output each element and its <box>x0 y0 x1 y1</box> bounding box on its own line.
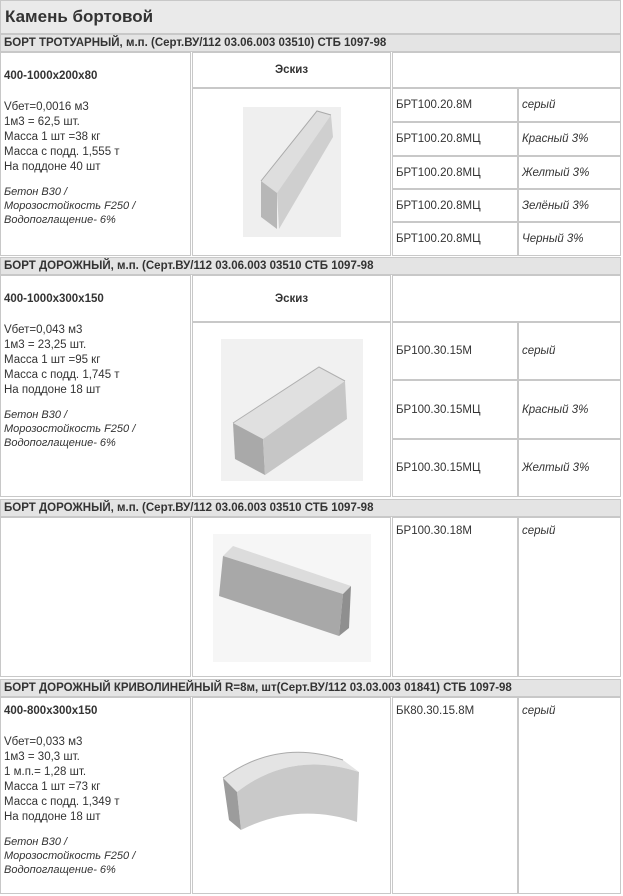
product-color: Красный 3% <box>518 380 621 439</box>
section-header: БОРТ ДОРОЖНЫЙ, м.п. (Серт.ВУ/112 03.06.003 03510 СТБ 1097-98 <box>0 499 621 517</box>
section-header: БОРТ ТРОТУАРНЫЙ, м.п. (Серт.ВУ/112 03.06.003 03510) СТБ 1097-98 <box>0 34 621 52</box>
product-code: БРТ100.20.8МЦ <box>392 156 518 189</box>
product-color: Желтый 3% <box>518 156 621 189</box>
empty-specs-cell <box>0 517 191 677</box>
product-image-cell <box>192 88 391 256</box>
spec-line: Масса 1 шт =73 кг <box>4 781 101 793</box>
product-code: БРТ100.20.8М <box>392 88 518 122</box>
product-code: БРТ100.20.8МЦ <box>392 122 518 156</box>
spec-line: Vбет=0,043 м3 <box>4 324 83 336</box>
spec-line: Vбет=0,033 м3 <box>4 736 83 748</box>
product-color: Черный 3% <box>518 222 621 256</box>
curb-sketch-image <box>193 89 390 255</box>
product-code: БР100.30.15МЦ <box>392 439 518 497</box>
property-line: Бетон В30 / <box>4 186 68 198</box>
property-line: Водопоглащение- 6% <box>4 214 116 226</box>
property-line: Водопоглащение- 6% <box>4 864 116 876</box>
curb-sketch-image <box>193 323 390 496</box>
empty-cell <box>392 275 621 322</box>
specs-cell <box>0 52 191 256</box>
sketch-label: Эскиз <box>192 52 391 88</box>
curved-curb-image <box>193 698 390 893</box>
specs-cell <box>0 697 191 894</box>
property-line: Бетон В30 / <box>4 836 68 848</box>
spec-line: 1м3 = 23,25 шт. <box>4 339 87 351</box>
properties <box>4 835 187 877</box>
properties <box>4 408 187 450</box>
section-header: БОРТ ДОРОЖНЫЙ КРИВОЛИНЕЙНЫЙ R=8м, шт(Серт.ВУ/112 03.03.003 01841) СТБ 1097-98 <box>0 679 621 697</box>
spec-line: Vбет=0,0016 м3 <box>4 101 89 113</box>
page-title: Камень бортовой <box>0 0 621 34</box>
product-color: серый <box>518 322 621 380</box>
specs-cell <box>0 275 191 497</box>
spec-line: На поддоне 18 шт <box>4 384 101 396</box>
dimensions: 400-1000х200х80 <box>4 70 98 82</box>
spec-line: Масса 1 шт =38 кг <box>4 131 101 143</box>
empty-cell <box>392 52 621 88</box>
spec-line: На поддоне 18 шт <box>4 811 101 823</box>
property-line: Водопоглащение- 6% <box>4 437 116 449</box>
product-color: серый <box>518 88 621 122</box>
spec-line: Масса с подд. 1,745 т <box>4 369 120 381</box>
spec-line: 1м3 = 30,3 шт. <box>4 751 80 763</box>
product-code: БР100.30.15М <box>392 322 518 380</box>
properties <box>4 185 187 227</box>
product-color: Желтый 3% <box>518 439 621 497</box>
product-color: Красный 3% <box>518 122 621 156</box>
spec-line: 1 м.п.= 1,28 шт. <box>4 766 87 778</box>
product-image-cell <box>192 517 391 677</box>
section-header: БОРТ ДОРОЖНЫЙ, м.п. (Серт.ВУ/112 03.06.003 03510 СТБ 1097-98 <box>0 257 621 275</box>
product-image-cell <box>192 322 391 497</box>
spec-line: На поддоне 40 шт <box>4 161 101 173</box>
property-line: Морозостойкость F250 / <box>4 200 136 212</box>
product-color: серый <box>518 517 621 677</box>
product-code: БРТ100.20.8МЦ <box>392 222 518 256</box>
sketch-label: Эскиз <box>192 275 391 322</box>
dimensions: 400-800х300х150 <box>4 705 98 717</box>
spec-line: Масса с подд. 1,555 т <box>4 146 120 158</box>
property-line: Морозостойкость F250 / <box>4 423 136 435</box>
property-line: Бетон В30 / <box>4 409 68 421</box>
product-color: серый <box>518 697 621 894</box>
product-color: Зелёный 3% <box>518 189 621 222</box>
product-code: БР100.30.15МЦ <box>392 380 518 439</box>
product-code: БРТ100.20.8МЦ <box>392 189 518 222</box>
product-code: БК80.30.15.8М <box>392 697 518 894</box>
product-image-cell <box>192 697 391 894</box>
spec-line: 1м3 = 62,5 шт. <box>4 116 80 128</box>
product-code: БР100.30.18М <box>392 517 518 677</box>
curb-photo-image <box>193 518 390 676</box>
spec-line: Масса 1 шт =95 кг <box>4 354 101 366</box>
spec-line: Масса с подд. 1,349 т <box>4 796 120 808</box>
dimensions: 400-1000х300х150 <box>4 293 104 305</box>
property-line: Морозостойкость F250 / <box>4 850 136 862</box>
